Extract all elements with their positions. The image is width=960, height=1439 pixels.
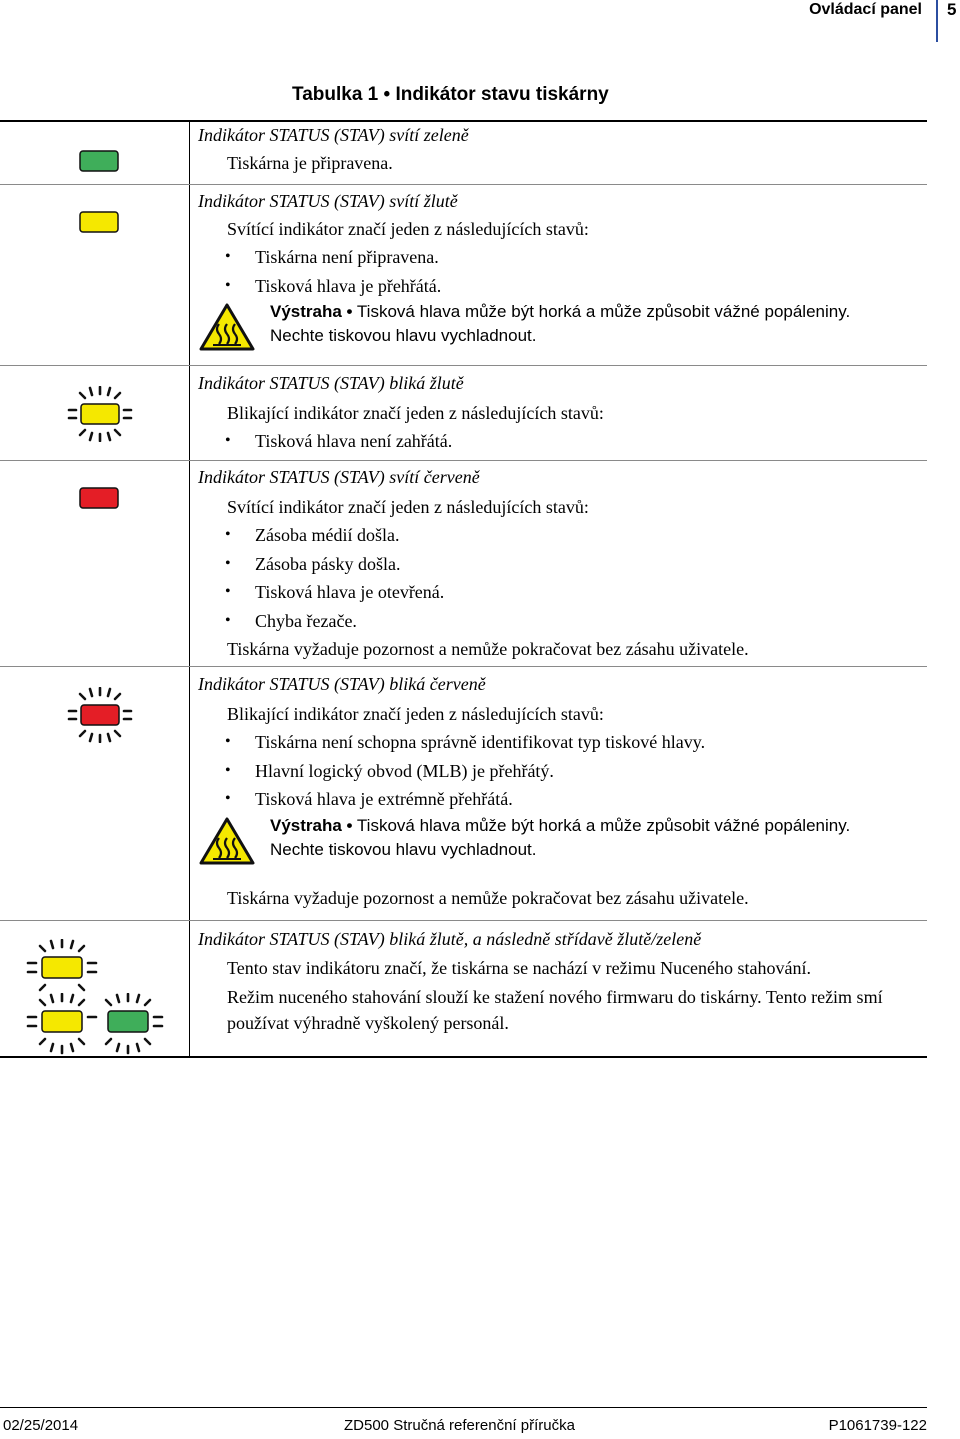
row-note: Tiskárna vyžaduje pozornost a nemůže pokračovat bez zásahu uživatele. bbox=[227, 887, 749, 908]
bullet-list bbox=[198, 243, 927, 300]
list-item: • Hlavní logický obvod (MLB) je přehřátý. bbox=[198, 757, 927, 786]
row-note: Tiskárna vyžaduje pozornost a nemůže pokračovat bez zásahu uživatele. bbox=[227, 639, 749, 659]
bullet-list bbox=[198, 728, 927, 814]
row-text: Blikající indikátor značí jeden z následujících stavů: bbox=[227, 704, 604, 724]
footer-rule bbox=[0, 1407, 927, 1408]
header-section-title: Ovládací panel bbox=[809, 1, 922, 18]
row-text: Blikající indikátor značí jeden z následujících stavů: bbox=[227, 403, 604, 423]
list-item: • Tisková hlava je extrémně přehřátá. bbox=[198, 785, 927, 814]
row-text: Tiskárna je připravena. bbox=[227, 153, 393, 173]
row-heading: Indikátor STATUS (STAV) bliká červeně bbox=[198, 674, 486, 694]
footer-document-title: ZD500 Stručná referenční příručka bbox=[344, 1417, 575, 1434]
led-red-blinking-icon bbox=[67, 687, 133, 748]
warning-label: Výstraha • bbox=[270, 302, 353, 321]
bullet-list bbox=[198, 427, 927, 456]
led-yellow-solid-icon bbox=[79, 211, 119, 238]
table-row-red-blinking bbox=[0, 667, 927, 921]
list-item: • Tiskárna není připravena. bbox=[198, 243, 927, 272]
list-item: • Zásoba pásky došla. bbox=[198, 550, 927, 579]
hot-surface-warning-icon bbox=[198, 816, 256, 871]
led-yellow-blinking-icon bbox=[67, 386, 133, 447]
row-heading: Indikátor STATUS (STAV) bliká žlutě bbox=[198, 373, 464, 393]
table-row-green-solid bbox=[0, 121, 927, 185]
table-row-yellow-solid bbox=[0, 185, 927, 366]
warning-label: Výstraha • bbox=[270, 815, 353, 835]
footer-date: 02/25/2014 bbox=[3, 1417, 79, 1434]
header-divider bbox=[936, 0, 938, 42]
row-text-secondary: Režim nuceného stahování slouží ke stažení nového firmwaru do tiskárny. Tento režim smí používat výhradně vyškolený personál. bbox=[227, 987, 883, 1033]
row-text: Tento stav indikátoru značí, že tiskárna se nachází v režimu Nuceného stahování. bbox=[227, 958, 812, 978]
row-heading: Indikátor STATUS (STAV) svítí zeleně bbox=[198, 125, 469, 145]
led-yellow-alternating-icon bbox=[26, 993, 98, 1060]
list-item: • Tisková hlava není zahřátá. bbox=[198, 427, 927, 456]
table-row-forced-download bbox=[0, 921, 927, 1058]
list-item: • Chyba řezače. bbox=[198, 607, 927, 636]
list-item: • Zásoba médií došla. bbox=[198, 521, 927, 550]
bullet-list bbox=[198, 521, 927, 635]
warning-block bbox=[198, 300, 927, 354]
table-title: Tabulka 1 • Indikátor stavu tiskárny bbox=[292, 84, 609, 105]
row-heading: Indikátor STATUS (STAV) svítí žlutě bbox=[198, 191, 458, 211]
led-red-solid-icon bbox=[79, 487, 119, 514]
row-heading: Indikátor STATUS (STAV) svítí červeně bbox=[198, 467, 480, 487]
table-bottom-rule bbox=[0, 1056, 927, 1058]
warning-text: Tisková hlava může být horká a může způsobit vážné popáleniny. Nechte tiskovou hlavu vychladnout. bbox=[270, 302, 851, 345]
footer-document-code: P1061739-122 bbox=[828, 1417, 927, 1434]
warning-text: Tisková hlava může být horká a může způsobit vážné popáleniny. Nechte tiskovou hlavu vychladnout. bbox=[270, 815, 851, 859]
header-page-number: 5 bbox=[947, 0, 957, 19]
row-text: Svítící indikátor značí jeden z následujících stavů: bbox=[227, 219, 589, 239]
warning-block bbox=[198, 814, 927, 868]
hot-surface-warning-icon bbox=[198, 302, 256, 357]
led-green-solid-icon bbox=[79, 150, 119, 177]
list-item: • Tiskárna není schopna správně identifikovat typ tiskové hlavy. bbox=[198, 728, 927, 757]
table-row-yellow-blinking bbox=[0, 366, 927, 461]
list-item: • Tisková hlava je otevřená. bbox=[198, 578, 927, 607]
list-item: • Tisková hlava je přehřátá. bbox=[198, 272, 927, 301]
row-heading: Indikátor STATUS (STAV) bliká žlutě, a následně střídavě žlutě/zeleně bbox=[198, 929, 702, 949]
led-green-alternating-icon bbox=[92, 993, 164, 1060]
table-row-red-solid bbox=[0, 461, 927, 667]
row-text: Svítící indikátor značí jeden z následujících stavů: bbox=[227, 497, 589, 517]
